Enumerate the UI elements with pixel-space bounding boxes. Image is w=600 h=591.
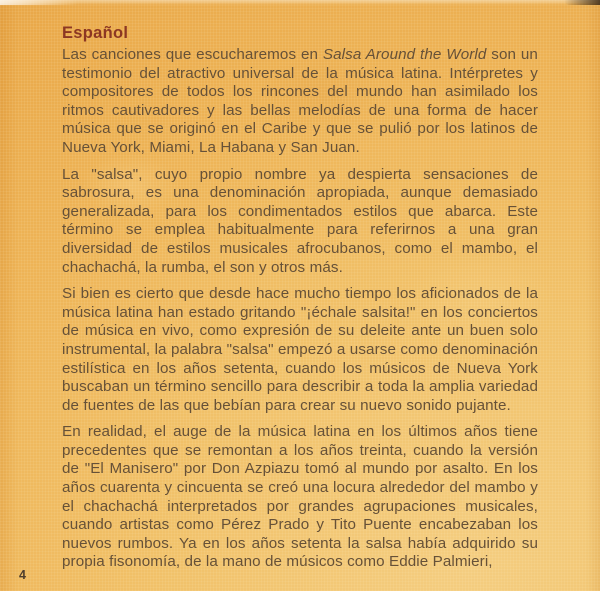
paragraph-intro bbox=[62, 46, 538, 158]
paragraph-latin-music-history: En realidad, el auge de la música latina en los últimos años tiene precedentes que se remontan a los años treinta, cuando la versión de "El Manisero" por Don Azpiazu tomó al mundo por asalto. En los años cuarenta y cincuenta se creó una locura alrededor del mambo y el chachachá interpretados por grandes agrupaciones musicales, cuando artistas como Pérez Prado y Tito Puente encabezaban los nuevos rumbos. Ya en los años setenta la salsa había adquirido su propia fisonomía, de la mano de músicos como Eddie Palmieri, bbox=[62, 423, 538, 571]
scan-top-left-highlight bbox=[0, 0, 78, 5]
liner-notes-content bbox=[62, 23, 538, 580]
scan-top-right-shadow bbox=[564, 0, 600, 5]
album-title-italic: Salsa Around the World bbox=[322, 46, 487, 63]
language-heading: Español bbox=[62, 24, 129, 42]
paragraph-intro-text-start: Las canciones que escucharemos en bbox=[62, 46, 323, 63]
paragraph-intro-text-end: son un testimonio del atractivo universal de la música latina. Intérpretes y compositores de todos los rincones del mundo han asimilado los ritmos cautivadores y las bellas melodías de una forma de hacer música que se originó en el Caribe y que se pulió por los latinos de Nueva York, Miami, La Habana y San Juan. bbox=[62, 46, 538, 156]
paragraph-salsa-definition: La "salsa", cuyo propio nombre ya despierta sensaciones de sabrosura, es una denominación apropiada, aunque demasiado generalizada, para los condimentados estilos que abarca. Este término se emplea habitualmente para referirnos a una gran diversidad de estilos musicales afrocubanos, como el mambo, el chachachá, la rumba, el son y otros más. bbox=[62, 165, 538, 276]
page-number: 4 bbox=[19, 568, 26, 582]
paragraph-salsa-term-origin: Si bien es cierto que desde hace mucho tiempo los aficionados de la música latina han estado gritando "¡échale salsita!" en los conciertos de música en vivo, como expresión de su deleite ante un buen solo instrumental, la palabra "salsa" empezó a usarse como denominación estilística en los años setenta, cuando los músicos de Nueva York buscaban un término sencillo para describir a toda la amplia variedad de fuentes de las que bebían para crear su nuevo sonido pujante. bbox=[62, 285, 538, 414]
